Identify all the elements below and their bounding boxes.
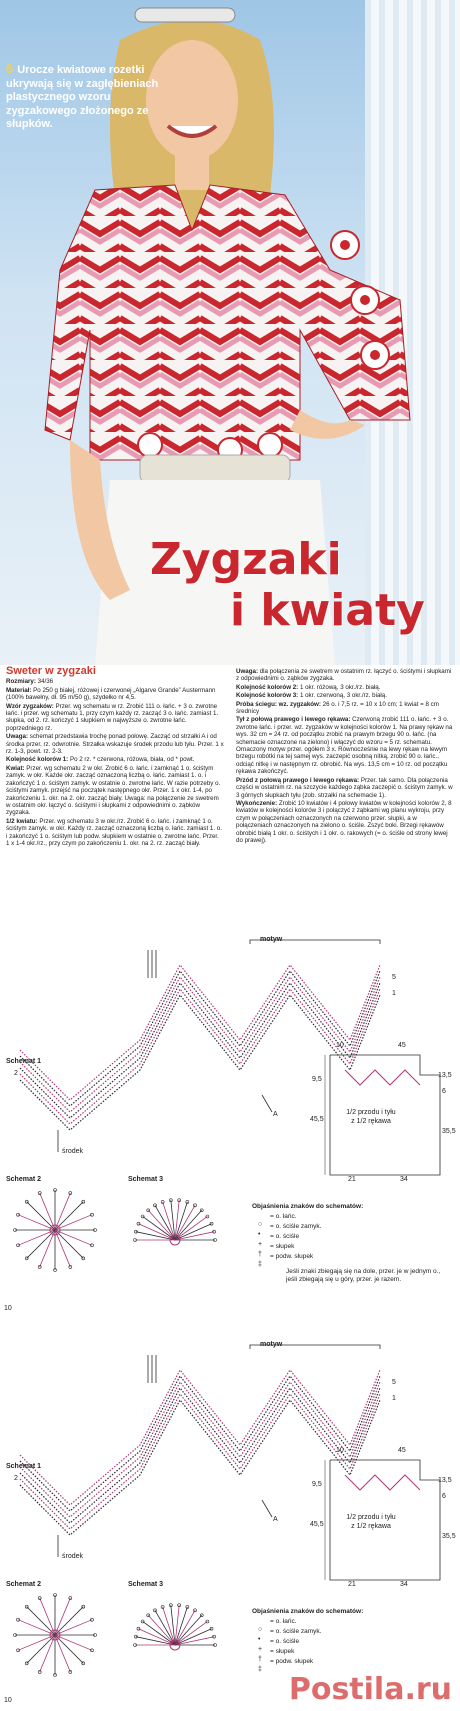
instruction-text: schemat przedstawia trochę ponad połowę. Zacząć od strzałki A i od środka przer. rz. odwrotnie. Strzałka wskazuje środek przodu lub tyłu. Przer. 1 x rz. 1-3, powt. rz. 2-3. [6, 733, 224, 756]
zigzag-row [20, 977, 380, 1112]
zigzag-row [20, 1400, 380, 1535]
legend-item: = podw. słupek [270, 1658, 314, 1665]
symbol-legend-2 [252, 1607, 452, 1667]
arrow-a [262, 1095, 272, 1112]
instruction-key: Tył z połową prawego i lewego rękawa: [236, 716, 351, 724]
instruction-key: Przód z połową prawego i lewego rękawa: [236, 776, 360, 784]
instructions-left-column [6, 665, 224, 848]
instruction-paragraph [236, 777, 454, 799]
arrow-a-label: A [273, 1516, 278, 1523]
flower-spoke [27, 1635, 55, 1663]
garment-zigzag [345, 1070, 420, 1085]
zigzag-row [20, 983, 380, 1118]
instruction-text: 34/36 [35, 678, 54, 686]
instruction-text: Czerwoną zrobić 111 o. łańc. + 3 o. zwrotne łańc. i przer. wz. zygzaków w kolejności kolorów 1. Na prawy rękaw na wys. 32 cm = 24 rz. od początku zrobić na prawym brzegu 90 o. łańc. (na schemacie oznaczone na zielono) i włączyć do wzoru = 5 rz. schematu. Ornaczony motyw przer. ogółem 3 x. Równocześnie na lewy rękaw na lewym brzegu robótki na tej samej wys. zaczepić osobną nitką, zrobić 90 o. łańc., odciąć nitkę i w następnym rz. obrobić. Na wys. 13,5 cm = 10 rz. od początku rękawa zakończyć. [236, 716, 453, 776]
instruction-paragraph [236, 716, 454, 775]
dim-right-a: 13,5 [438, 1072, 452, 1079]
row-start-label: 2 [14, 1070, 18, 1077]
instruction-text: 26 o. i 7,5 rz. = 10 x 10 cm; 1 kwiat = 8 cm średnicy [236, 700, 439, 716]
flower-spoke [138, 1224, 175, 1240]
dim-top-b: 45 [398, 1447, 406, 1454]
article-subtitle: i kwiaty [230, 585, 425, 636]
photo-caption [6, 62, 176, 132]
article-title: Zygzaki [150, 534, 342, 585]
instruction-paragraph [6, 818, 224, 848]
instruction-paragraph [6, 756, 224, 763]
zigzag-row [20, 1382, 380, 1517]
instruction-paragraph [236, 701, 454, 716]
legend-item: = o. łańc. [270, 1618, 297, 1625]
flower-spoke [55, 1230, 83, 1258]
legend-symbol: ‡ [258, 1261, 262, 1268]
srodek-label: środek [62, 1148, 84, 1155]
legend-item: = o. łańc. [270, 1213, 297, 1220]
dim-top-b: 45 [398, 1042, 406, 1049]
dim-top-a: 10 [336, 1447, 344, 1454]
flower-loop [17, 1213, 20, 1216]
flower-loop [69, 1192, 72, 1195]
instruction-text: Po 2 rz. * czerwona, różowa, biała, od * powt. [68, 756, 195, 764]
flower-loop [210, 1627, 213, 1630]
caption-number: 6 [6, 61, 14, 76]
flower-loop [147, 1209, 150, 1212]
instruction-key: Kwiat: [6, 764, 25, 772]
garment-piece-label: 1/2 przodu i tyłu z 1/2 rękawa [346, 1514, 396, 1530]
instructions-heading: Sweter w zygzaki [6, 665, 96, 677]
motyw-label: motyw [260, 1341, 283, 1348]
instruction-key: Materiał: [6, 686, 32, 694]
dim-left-b: 45,5 [310, 1521, 324, 1528]
flower-spoke [175, 1629, 212, 1645]
instruction-key: Rozmiary: [6, 678, 36, 686]
legend-symbol: • [258, 1636, 261, 1643]
dim-bottom-b: 34 [400, 1581, 408, 1588]
caption-text: Urocze kwiatowe rozetki ukrywają się w zagłębieniach plastycznego wzoru zygzakowego złożonego ze słupków. [6, 64, 159, 130]
instructions-right-column [236, 668, 454, 845]
flower-spoke [55, 1202, 83, 1230]
instruction-text: Po 250 g białej, różowej i czerwonej „Algarve Grande” Austermann (100% bawełny, dł. 95 m/50 g), szydełko nr 4,5. [6, 686, 216, 702]
legend-item: = o. ściśle [270, 1233, 300, 1240]
page-number: 10 [4, 1697, 12, 1704]
arrow-a [262, 1500, 272, 1517]
instruction-paragraph [6, 687, 224, 702]
instruction-text: dla połączenia ze swetrem w ostatnim rz. łączyć o. ściśtymi i słupkami z odpowiednimi o. ząbków zygzaka. [236, 668, 452, 683]
garment-zigzag [345, 1475, 420, 1490]
flower-loop [38, 1265, 41, 1268]
flower-loop [137, 1627, 140, 1630]
row-end2-label: 1 [392, 990, 396, 997]
instruction-key: Uwaga: [236, 668, 259, 675]
legend-item: = o. ściśle [270, 1638, 300, 1645]
instruction-paragraph [236, 800, 454, 844]
instruction-paragraph [236, 684, 454, 691]
legend-title: Objaśnienia znaków do schematów: [252, 1608, 364, 1615]
flower-loop [17, 1244, 20, 1247]
row-end-label: 5 [392, 974, 396, 981]
zigzag-row [20, 1394, 380, 1529]
flower-spoke [27, 1202, 55, 1230]
flower-loop [82, 1605, 85, 1608]
instruction-key: Kolejność kolorów 1: [6, 756, 69, 764]
flower-loop [210, 1222, 213, 1225]
flower-loop [38, 1670, 41, 1673]
instruction-text: Przer. wg schematu 3 w okr./rz. Zrobić 6 o. łańc. i zamknąć 1 o. ściśtym zamyk. w okr. Każdy rz. zacząć oznaczoną liczbą o. łańc. zamiast 1. o. i zakończyć 1 o. ściśtym lub podw. słupkiem w ostatnie o. zwrotne łańc. Przer. 1 x 1-4 okr./rz., przy czym po zakończeniu 1. okr. na 2. rz. zacząć biały. [6, 817, 222, 847]
instruction-text: Przer. wg schematu w rz. Zrobić 111 o. łańc. + 3 o. zwrotne łańc. i przer. wg schematu 1, przy czym każdy rz. zacząć 3 o. łańc. zamiast 1. słupka, od 2. rz. kończyć 1 słupkiem w najwyższe o. zwrotne łańc. poprzedniego rz. [6, 702, 219, 732]
dim-top-a: 10 [336, 1042, 344, 1049]
flower-spoke [27, 1607, 55, 1635]
row-end2-label: 1 [392, 1395, 396, 1402]
flower-loop [82, 1200, 85, 1203]
legend-item: = słupek [270, 1648, 295, 1655]
motyw-label: motyw [260, 936, 283, 943]
legend-symbol: ○ [258, 1626, 263, 1633]
flower-spoke [27, 1230, 55, 1258]
instruction-paragraph [236, 692, 454, 699]
flower-spoke [138, 1629, 175, 1645]
flower-loop [90, 1244, 93, 1247]
arrow-a-label: A [273, 1111, 278, 1118]
flower-spoke [55, 1635, 83, 1663]
flower-loop [25, 1662, 28, 1665]
instruction-paragraph [6, 765, 224, 817]
flower-loop [206, 1620, 209, 1623]
srodek-label: środek [62, 1553, 84, 1560]
flower-loop [25, 1257, 28, 1260]
dim-right-c: 35,5 [442, 1533, 456, 1540]
instruction-text: Przer. wg schematu 2 w okr. Zrobić 6 o. łańc. i zamknąć 1 o. ściśtym zamyk. w okr. Każde okr. zacząć oznaczoną liczbą o. łańc. zamiast 1. o. i zakończyć 1 o. ściśtym zamyk. w ostatnie o. zwrotne łańc. W razie potrzeby o. ściśtymi zamyk. przejść na początek następnego okr. Przer. 1 x okr. 1-4, po zakończeniu 1. okr. na 2. okr. zacząć biały. Uwaga: na połączenie ze swetrem w ostatnim okr. łączyć o. ściśtymi i słupkami z odpowiednimi o. ząbków zygzaka. [6, 764, 221, 817]
flower-loop [38, 1192, 41, 1195]
schemat2-label: Schemat 2 [6, 1581, 42, 1588]
instruction-text: 1 okr. różową, 3 okr./rz. białą. [298, 683, 381, 691]
legend-symbol: † [258, 1251, 262, 1258]
flower-loop [69, 1265, 72, 1268]
crochet-diagram-block-1 [0, 930, 460, 1320]
dim-bottom-a: 21 [348, 1176, 356, 1183]
zigzag-row [20, 1388, 380, 1523]
schemat3-label: Schemat 3 [128, 1176, 164, 1183]
page-number: 10 [4, 1305, 12, 1312]
flower-loop [82, 1662, 85, 1665]
dim-bottom-b: 34 [400, 1176, 408, 1183]
legend-symbol: ‡ [258, 1666, 262, 1673]
instruction-key: Wykończenie: [236, 799, 278, 807]
legend-item: = o. ściśle zamyk. [270, 1223, 322, 1230]
instruction-key: Próba ściegu: wz. zygzaków: [236, 700, 321, 708]
legend-symbol: ○ [258, 1221, 263, 1228]
flower-loop [137, 1222, 140, 1225]
zigzag-row [20, 989, 380, 1124]
flower-loop [206, 1215, 209, 1218]
flower-loop [25, 1605, 28, 1608]
dim-right-b: 6 [442, 1493, 446, 1500]
instruction-text: Przer. tak samo. Dla połączenia części w ostatnim rz. na szczycie każdego ząbka zaczepić o. ściśtym zamyk. w 3 górnych słupkach tyłu (zob. strzałki na schemacie 1). [236, 776, 453, 799]
schemat3-label: Schemat 3 [128, 1581, 164, 1588]
instruction-key: Wzór zygzaków: [6, 702, 54, 710]
instruction-text: 1 okr. czerwoną, 3 okr./rz. białą. [298, 692, 387, 700]
dim-right-c: 35,5 [442, 1128, 456, 1135]
flower-loop [69, 1670, 72, 1673]
dim-left-b: 45,5 [310, 1116, 324, 1123]
flower-loop [141, 1215, 144, 1218]
instruction-paragraph [6, 733, 224, 755]
instruction-key: 1/2 kwiatu: [6, 817, 38, 825]
dim-right-b: 6 [442, 1088, 446, 1095]
flower-loop [90, 1618, 93, 1621]
zigzag-row [20, 995, 380, 1130]
symbol-legend-1 [252, 1202, 452, 1284]
flower-loop [17, 1618, 20, 1621]
zigzag-row [20, 1376, 380, 1511]
zigzag-row [20, 1370, 380, 1505]
flower-loop [90, 1213, 93, 1216]
legend-symbol: • [258, 1231, 261, 1238]
zigzag-row [20, 965, 380, 1100]
instruction-key: Kolejność kolorów 2: [236, 683, 299, 691]
legend-title: Objaśnienia znaków do schematów: [252, 1203, 364, 1210]
legend-symbol: † [258, 1656, 262, 1663]
flower-loop [17, 1649, 20, 1652]
flower-loop [147, 1614, 150, 1617]
instruction-paragraph [6, 678, 224, 685]
dim-right-a: 13,5 [438, 1477, 452, 1484]
row-start-label: 2 [14, 1475, 18, 1482]
flower-loop [82, 1257, 85, 1260]
legend-note: Jeśli znaki zbiegają się na dole, przer. je w jednym o., jeśli zbiegają się u góry, przer. je razem. [286, 1268, 441, 1283]
flower-loop [90, 1649, 93, 1652]
instruction-text: Zrobić 10 kwiatów i 4 połowy kwiatów w kolejności kolorów 2, 8 kwiatów w kolejności kolorów 3 i połączyć z ząbkami wg planu wykroju, przy czym w połączeniach oznaczonych na czerwono przer. słupki, a w połączeniach oznaczonych na zielono o. ściśle. Zszyć boki. Brzegi rękawów obrobić białą 1 okr. o. ściśtych i 1 okr. o. rakowych (= o. ściśle od strony lewej do prawej). [236, 799, 452, 844]
flower-spoke [55, 1607, 83, 1635]
zigzag-row [20, 971, 380, 1106]
schemat1-label: Schemat 1 [6, 1463, 42, 1470]
instruction-paragraph [6, 703, 224, 733]
crochet-diagram-block-2 [0, 1335, 460, 1711]
row-end-label: 5 [392, 1379, 396, 1386]
pattern-instructions [6, 665, 456, 856]
legend-item: = o. ściśle zamyk. [270, 1628, 322, 1635]
garment-piece-label: 1/2 przodu i tyłu z 1/2 rękawa [346, 1109, 396, 1125]
schemat2-label: Schemat 2 [6, 1176, 42, 1183]
flower-spoke [175, 1224, 212, 1240]
legend-symbol: + [258, 1241, 263, 1248]
dim-left-a: 9,5 [312, 1076, 322, 1083]
instruction-key: Uwaga: [6, 733, 29, 741]
flower-loop [200, 1614, 203, 1617]
flower-loop [38, 1597, 41, 1600]
legend-symbol: + [258, 1646, 263, 1653]
flower-loop [69, 1597, 72, 1600]
legend-item: = słupek [270, 1243, 295, 1250]
instruction-key: Kolejność kolorów 3: [236, 692, 299, 700]
flower-loop [25, 1200, 28, 1203]
flower-loop [141, 1620, 144, 1623]
dim-left-a: 9,5 [312, 1481, 322, 1488]
sweater-photo [0, 0, 460, 665]
legend-item: = podw. słupek [270, 1253, 314, 1260]
schemat1-label: Schemat 1 [6, 1058, 42, 1065]
watermark-logo: Postila.ru [288, 1672, 452, 1707]
flower-loop [200, 1209, 203, 1212]
dim-bottom-a: 21 [348, 1581, 356, 1588]
instruction-paragraph [236, 668, 454, 683]
